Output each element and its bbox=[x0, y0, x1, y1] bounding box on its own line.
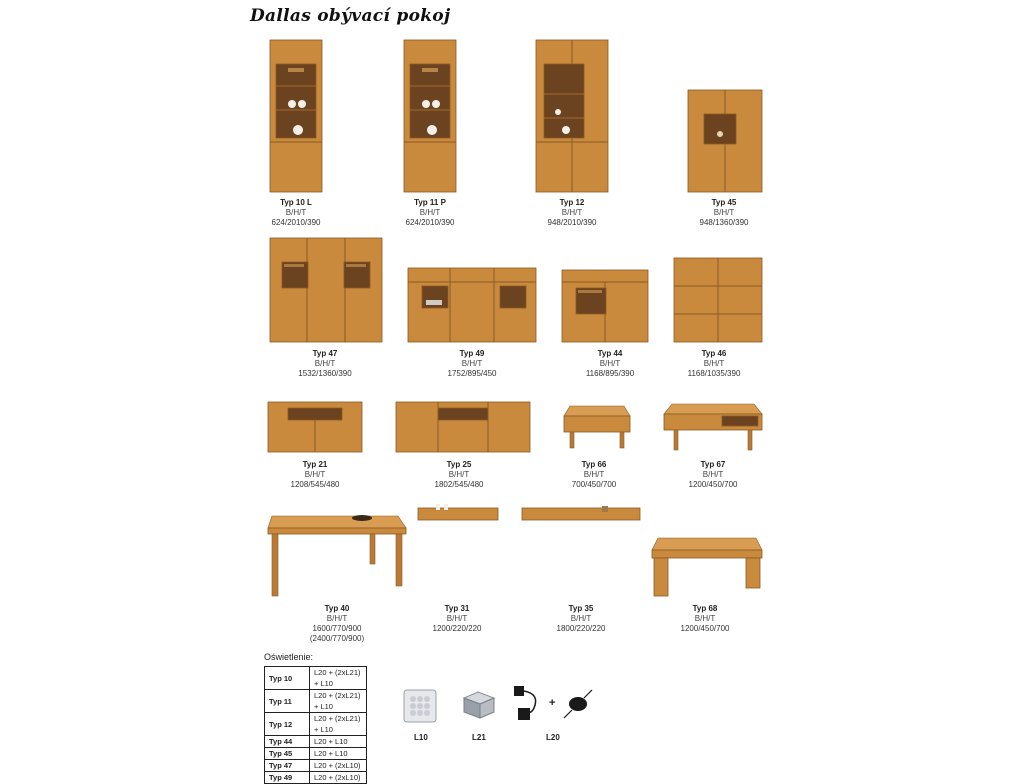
item-sub: B/H/T bbox=[599, 359, 621, 368]
item-name: Typ 46 bbox=[701, 349, 727, 358]
l21-label: L21 bbox=[472, 733, 486, 742]
typ68-caption bbox=[670, 604, 740, 634]
typ46-image bbox=[672, 256, 764, 344]
item-sub: B/H/T bbox=[419, 208, 441, 217]
item-dim: 1802/545/480 bbox=[434, 480, 484, 489]
item-sub: B/H/T bbox=[703, 359, 725, 368]
row-value: L20 + L10 bbox=[310, 736, 367, 748]
typ35-caption bbox=[546, 604, 616, 634]
typ25-image bbox=[394, 400, 532, 454]
typ49-caption bbox=[437, 349, 507, 379]
plus-sign: + bbox=[549, 697, 556, 709]
table-row bbox=[265, 713, 367, 736]
row-type: Typ 44 bbox=[265, 736, 310, 748]
l21-light-icon bbox=[458, 688, 498, 724]
row-type: Typ 49 bbox=[265, 772, 310, 784]
item-name: Typ 68 bbox=[692, 604, 718, 613]
row-type: Typ 45 bbox=[265, 748, 310, 760]
item-dim: 1200/450/700 bbox=[680, 624, 730, 633]
item-dim: 1200/220/220 bbox=[432, 624, 482, 633]
item-dim: 1752/895/450 bbox=[447, 369, 497, 378]
item-sub: B/H/T bbox=[713, 208, 735, 217]
typ44-caption bbox=[575, 349, 645, 379]
item-name: Typ 12 bbox=[559, 198, 585, 207]
item-name: Typ 10 L bbox=[280, 198, 312, 207]
typ35-image bbox=[520, 504, 642, 524]
row-value: L20 + (2xL21) + L10 bbox=[310, 690, 367, 713]
row-type: Typ 12 bbox=[265, 713, 310, 736]
item-name: Typ 49 bbox=[459, 349, 485, 358]
item-name: Typ 45 bbox=[711, 198, 737, 207]
typ40-caption bbox=[302, 604, 372, 644]
typ12-caption bbox=[542, 198, 602, 228]
item-name: Typ 31 bbox=[444, 604, 470, 613]
lighting-title: Oświetlenie: bbox=[264, 652, 314, 662]
item-sub: B/H/T bbox=[702, 470, 724, 479]
typ31-image bbox=[416, 504, 500, 524]
typ21-caption bbox=[280, 460, 350, 490]
row-value: L20 + L10 bbox=[310, 748, 367, 760]
item-dim: 1600/770/900 bbox=[312, 624, 362, 633]
typ11p-image bbox=[402, 38, 458, 194]
item-sub: B/H/T bbox=[583, 470, 605, 479]
typ66-image bbox=[562, 402, 632, 452]
item-dim: 1532/1360/390 bbox=[298, 369, 352, 378]
lighting-table bbox=[264, 666, 367, 784]
typ11p-caption bbox=[400, 198, 460, 228]
item-sub: B/H/T bbox=[326, 614, 348, 623]
item-sub: B/H/T bbox=[461, 359, 483, 368]
item-dim: 1168/895/390 bbox=[585, 369, 635, 378]
item-sub: B/H/T bbox=[285, 208, 307, 217]
typ45-image bbox=[686, 88, 764, 194]
item-sub: B/H/T bbox=[561, 208, 583, 217]
item-sub: B/H/T bbox=[570, 614, 592, 623]
item-sub: B/H/T bbox=[314, 359, 336, 368]
l20-label: L20 bbox=[546, 733, 560, 742]
table-row bbox=[265, 736, 367, 748]
l10-label: L10 bbox=[414, 733, 428, 742]
item-dim: 1168/1035/390 bbox=[687, 369, 741, 378]
item-dim: 624/2010/390 bbox=[271, 218, 321, 227]
row-value: L20 + (2xL10) bbox=[310, 760, 367, 772]
typ46-caption bbox=[679, 349, 749, 379]
row-type: Typ 10 bbox=[265, 667, 310, 690]
typ44-image bbox=[560, 268, 650, 344]
row-value: L20 + (2xL21) + L10 bbox=[310, 667, 367, 690]
page-title: Dallas obývací pokoj bbox=[250, 6, 451, 26]
table-row bbox=[265, 772, 367, 784]
item-name: Typ 66 bbox=[581, 460, 607, 469]
item-sub: B/H/T bbox=[694, 614, 716, 623]
item-name: Typ 11 P bbox=[414, 198, 446, 207]
row-type: Typ 11 bbox=[265, 690, 310, 713]
item-sub: B/H/T bbox=[446, 614, 468, 623]
item-dim: 1200/450/700 bbox=[688, 480, 738, 489]
item-dim: 700/450/700 bbox=[571, 480, 617, 489]
table-row bbox=[265, 667, 367, 690]
item-name: Typ 47 bbox=[312, 349, 338, 358]
typ66-caption bbox=[559, 460, 629, 490]
typ49-image bbox=[406, 266, 538, 344]
item-sub: B/H/T bbox=[304, 470, 326, 479]
table-row bbox=[265, 690, 367, 713]
l10-light-icon bbox=[400, 686, 440, 726]
item-name: Typ 35 bbox=[568, 604, 594, 613]
item-dim: 624/2010/390 bbox=[405, 218, 455, 227]
table-row bbox=[265, 748, 367, 760]
typ21-image bbox=[266, 400, 364, 454]
row-value: L20 + (2xL21) + L10 bbox=[310, 713, 367, 736]
typ10l-caption bbox=[266, 198, 326, 228]
l20-switch-icon bbox=[560, 686, 596, 722]
item-dim: 948/1360/390 bbox=[699, 218, 749, 227]
typ67-caption bbox=[678, 460, 748, 490]
item-dim-alt: (2400/770/900) bbox=[309, 634, 365, 643]
row-type: Typ 47 bbox=[265, 760, 310, 772]
l20-adapter-icon bbox=[510, 684, 550, 724]
typ25-caption bbox=[424, 460, 494, 490]
item-name: Typ 67 bbox=[700, 460, 726, 469]
item-dim: 1800/220/220 bbox=[556, 624, 606, 633]
item-name: Typ 40 bbox=[324, 604, 350, 613]
typ47-caption bbox=[290, 349, 360, 379]
item-dim: 1208/545/480 bbox=[290, 480, 340, 489]
item-name: Typ 21 bbox=[302, 460, 328, 469]
item-name: Typ 44 bbox=[597, 349, 623, 358]
typ68-image bbox=[650, 536, 764, 600]
typ12-image bbox=[534, 38, 610, 194]
typ10l-image bbox=[268, 38, 324, 194]
item-sub: B/H/T bbox=[448, 470, 470, 479]
item-name: Typ 25 bbox=[446, 460, 472, 469]
row-value: L20 + (2xL10) bbox=[310, 772, 367, 784]
item-dim: 948/2010/390 bbox=[547, 218, 597, 227]
typ47-image bbox=[268, 236, 384, 344]
typ67-image bbox=[662, 402, 764, 454]
typ31-caption bbox=[422, 604, 492, 634]
table-row bbox=[265, 760, 367, 772]
typ45-caption bbox=[694, 198, 754, 228]
typ40-image bbox=[266, 510, 408, 600]
